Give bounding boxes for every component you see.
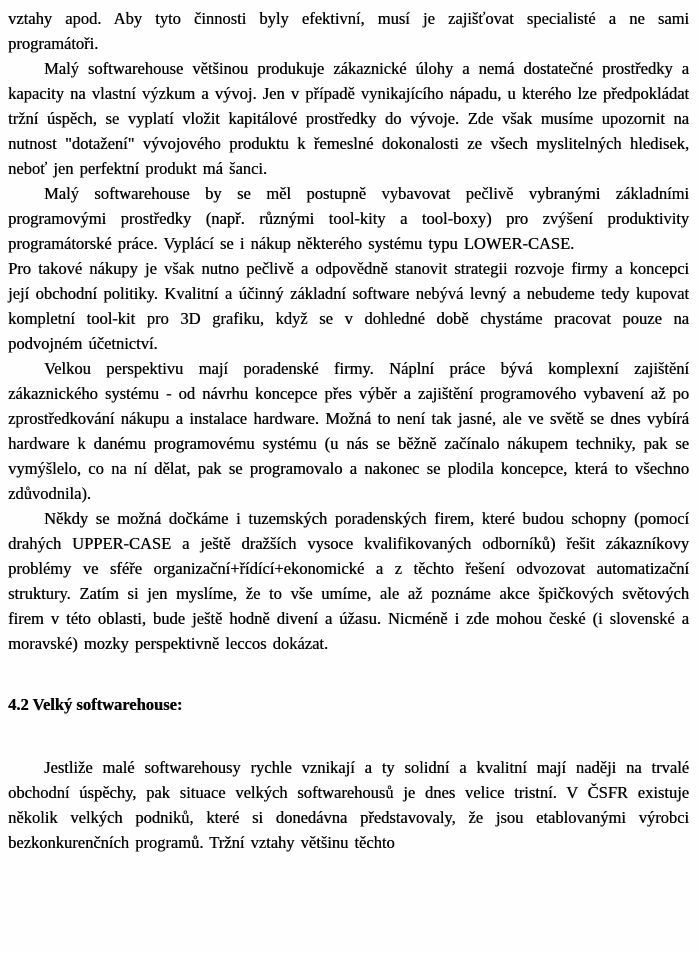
section-heading: 4.2 Velký softwarehouse: <box>8 695 183 714</box>
paragraph: Pro takové nákupy je však nutno pečlivě a odpovědně stanovit strategii rozvoje firmy a koncepci její obchodní politiky. Kvalitní a účinný základní software nebývá levný a nebudeme tedy kupovat kompletní tool-kit pro 3D grafiku, když se v dohledné době chystáme pracovat pouze na podvojném účetnictví. <box>8 259 689 353</box>
paragraph: Jestliže malé softwarehousy rychle vznikají a ty solidní a kvalitní mají naději na trvalé obchodní úspěchy, pak situace velkých softwarehousů je dnes velice tristní. V ČSFR existuje několik velkých podniků, které si donedávna představovaly, že jsou etablovanými výrobci bezkonkurenčních programů. Tržní vztahy většinu těchto <box>8 758 689 852</box>
paragraph: Malý softwarehouse by se měl postupně vybavovat pečlivě vybranými základními programovými prostředky (např. různými tool-kity a tool-boxy) pro zvýšení produktivity programátorské práce. Vyplácí se i nákup některého systému typu LOWER-CASE. <box>8 184 689 253</box>
paragraph: Velkou perspektivu mají poradenské firmy. Náplní práce bývá komplexní zajištění zákaznického systému - od návrhu koncepce přes výběr a zajištění programového vybavení až po zprostředkování nákupu a instalace hardware. Možná to není tak jasné, ale ve světě se dnes vybírá hardware k danému programovému systému (u nás se běžně začínalo nákupem techniky, pak se vymýšlelo, co na ní dělat, pak se programovalo a nakonec se plodila koncepce, která to všechno zdůvodnila). <box>8 359 689 503</box>
paragraph: Malý softwarehouse většinou produkuje zákaznické úlohy a nemá dostatečné prostředky a kapacity na vlastní výzkum a vývoj. Jen v případě vynikajícího nápadu, u kterého lze předpokládat tržní úspěch, se vyplatí vložit kapitálové prostředky do vývoje. Zde však musíme upozornit na nutnost "dotažení" vývojového produktu k řemeslné dokonalosti ze všech myslitelných hledisek, neboť jen perfektní produkt má šanci. <box>8 59 689 178</box>
paragraph-continuation: vztahy apod. Aby tyto činnosti byly efektivní, musí je zajišťovat specialisté a ne sami programátoři. <box>8 9 689 53</box>
paragraph: Někdy se možná dočkáme i tuzemských poradenských firem, které budou schopny (pomocí drahých UPPER-CASE a ještě dražších vysoce kvalifikovaných odborníků) řešit zákazníkovy problémy ve sféře organizační+řídící+ekonomické a z těchto řešení odvozovat automatizační struktury. Zatím si jen myslíme, že to vše umíme, ale až poznáme akce špičkových světových firem v této oblasti, bude ještě hodně divení a úžasu. Nicméně i zde mohou české (i slovenské a moravské) mozky perspektivně leccos dokázat. <box>8 509 689 653</box>
